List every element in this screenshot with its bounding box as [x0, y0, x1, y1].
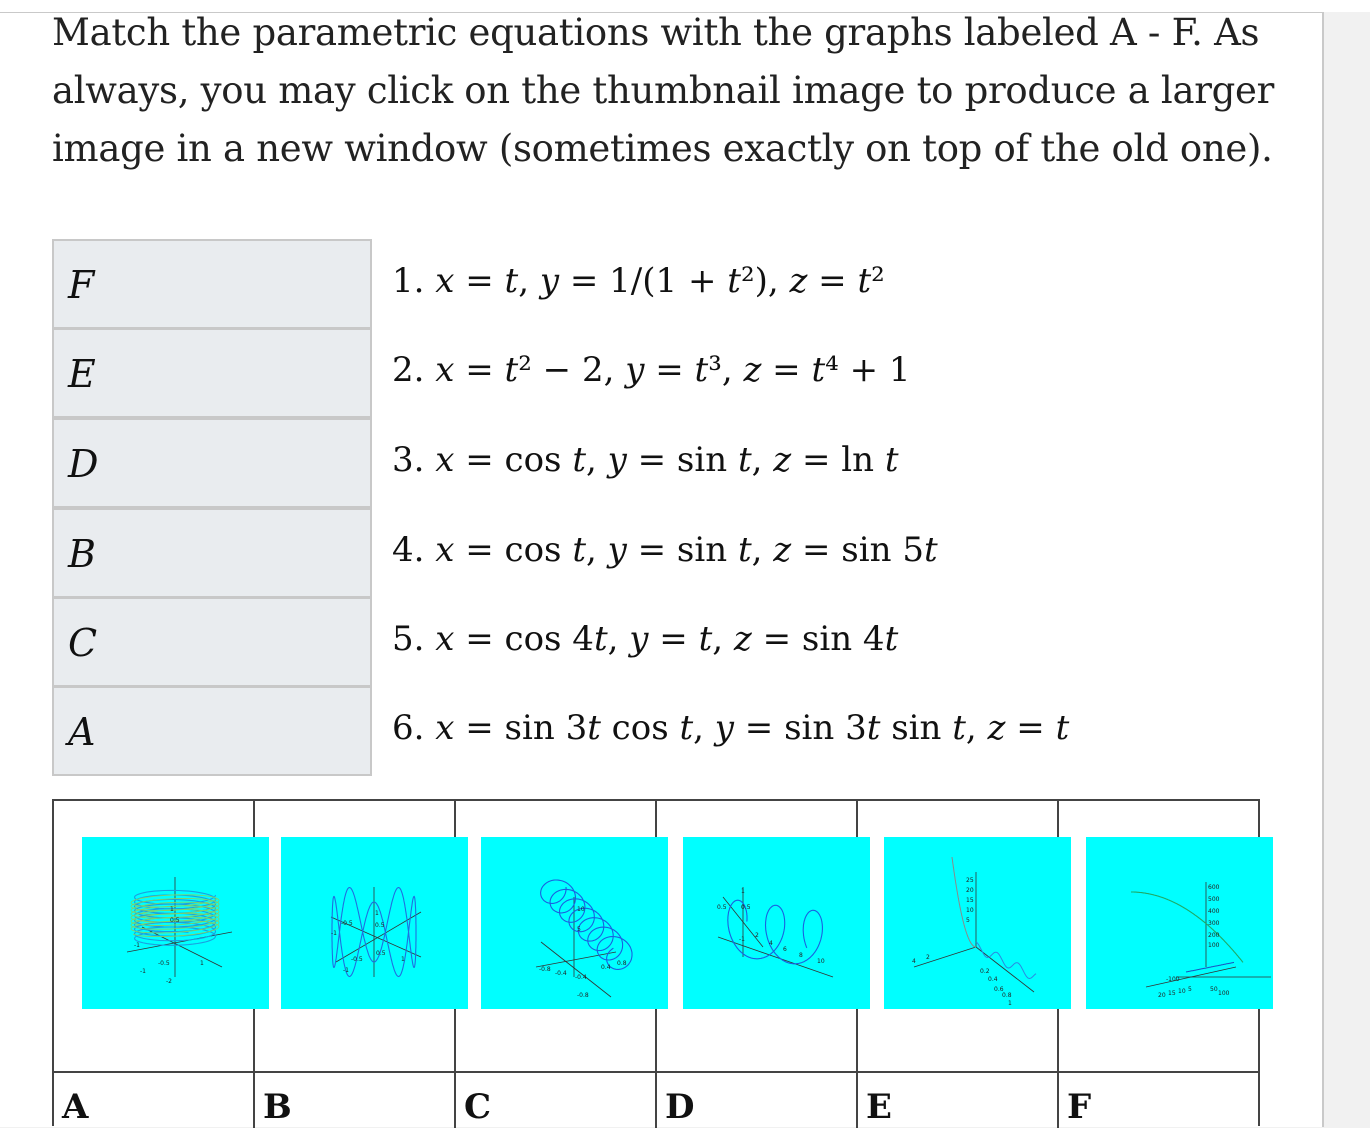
- equation-part: = sin: [626, 440, 738, 480]
- equation-part: t: [572, 440, 586, 480]
- tick-label: 600: [1208, 884, 1220, 891]
- equation-part: = sin 3: [454, 708, 588, 748]
- curve-path: [1131, 892, 1243, 962]
- graph-plot: [884, 837, 1071, 1009]
- tick-label: 200: [1208, 932, 1220, 939]
- equation-part: t: [952, 708, 966, 748]
- tick-label: 0.5: [741, 904, 751, 911]
- equation-part: t: [698, 619, 713, 659]
- equation-part: z: [743, 350, 762, 390]
- tick-label: 1: [741, 888, 745, 895]
- tick-label: 5: [577, 926, 581, 933]
- equation-part: t: [884, 619, 899, 659]
- graph-column-b: [255, 801, 456, 1128]
- graph-plot: [1086, 837, 1273, 1009]
- tick-label: -2: [166, 978, 172, 985]
- graph-label: C: [464, 1087, 492, 1127]
- equation-part: t: [884, 440, 899, 480]
- graph-thumbnail-d[interactable]: [683, 837, 870, 1009]
- equation-part: ,: [751, 530, 774, 570]
- equation-part: t: [737, 440, 752, 480]
- equation-part: ²),: [740, 261, 790, 301]
- equation-part: ,: [693, 708, 715, 748]
- tick-label: -0.4: [575, 974, 587, 981]
- question-prompt: Match the parametric equations with the graphs labeled A - F. As always, you may click on the thumbnail image to produce a larger image in a new window (sometimes exactly on top of the old one).: [52, 11, 1274, 170]
- equation-part: z: [733, 619, 752, 659]
- curve-path: [1186, 962, 1234, 972]
- graph-plot: [481, 837, 668, 1009]
- tick-label: -1: [739, 936, 745, 943]
- tick-label: 1: [170, 906, 174, 913]
- tick-label: 2: [926, 954, 930, 961]
- graph-column-d: [657, 801, 858, 1128]
- tick-label: -1: [140, 968, 146, 975]
- tick-label: 15: [1168, 990, 1176, 997]
- answer-select[interactable]: [52, 328, 372, 418]
- match-row: [52, 597, 1052, 685]
- graph-thumbnail-b[interactable]: [281, 837, 468, 1009]
- equation-part: x: [435, 261, 455, 301]
- tick-label: 1: [401, 956, 405, 963]
- tick-label: -0.5: [351, 956, 363, 963]
- graph-plot: [281, 837, 468, 1009]
- match-row: [52, 328, 1052, 416]
- equation-part: x: [435, 440, 455, 480]
- equation-part: t: [857, 261, 872, 301]
- equation-part: t: [866, 708, 881, 748]
- equation-part: x: [435, 708, 455, 748]
- tick-label: -1: [331, 930, 337, 937]
- equation-part: =: [648, 619, 699, 659]
- equation-part: t: [727, 261, 741, 301]
- answer-select-value: F: [68, 263, 95, 307]
- tick-label: 10: [577, 906, 585, 913]
- equation-part: =: [1005, 708, 1056, 748]
- label-cell: [54, 1071, 253, 1073]
- equation-number: 1.: [392, 261, 436, 301]
- equation-part: ,: [585, 440, 608, 480]
- equation-part: ² − 2,: [518, 350, 626, 390]
- tick-label: 20: [966, 887, 974, 894]
- tick-label: -0.5: [158, 960, 170, 967]
- tick-label: 100: [1218, 990, 1230, 997]
- tick-label: -0.8: [539, 966, 551, 973]
- graph-label: A: [62, 1087, 89, 1127]
- equation-part: x: [435, 530, 455, 570]
- answer-select-value: E: [68, 352, 96, 396]
- tick-label: 10: [966, 907, 974, 914]
- equation-part: ³,: [708, 350, 744, 390]
- answer-select[interactable]: [52, 508, 372, 598]
- equation-number: 4.: [392, 530, 436, 570]
- graph-label: B: [263, 1087, 292, 1127]
- tick-label: 0.8: [617, 960, 627, 967]
- equation-part: y: [607, 530, 627, 570]
- label-cell: [657, 1071, 856, 1073]
- tick-label: -1: [343, 967, 349, 974]
- axis-line: [127, 932, 232, 952]
- tick-label: 20: [1158, 992, 1166, 999]
- graph-label: F: [1067, 1087, 1092, 1127]
- tick-label: 5: [1188, 986, 1192, 993]
- tick-label: -0.4: [555, 970, 567, 977]
- equation-part: = sin 5: [791, 530, 924, 570]
- answer-select-value: B: [68, 532, 96, 576]
- equation-part: z: [789, 261, 808, 301]
- equation-number: 5.: [392, 619, 436, 659]
- tick-label: 1: [375, 910, 379, 917]
- match-row: [52, 686, 1070, 774]
- axis-line: [914, 947, 976, 967]
- equation-part: = 1/(1 +: [559, 261, 728, 301]
- label-cell: [456, 1071, 655, 1073]
- equation-part: t: [1055, 708, 1070, 748]
- match-row: [52, 508, 1052, 596]
- tick-label: 0.6: [994, 986, 1004, 993]
- graph-thumbnail-c[interactable]: [481, 837, 668, 1009]
- label-cell: [255, 1071, 454, 1073]
- equation-number: 6.: [392, 708, 436, 748]
- tick-label: 0.8: [1002, 992, 1012, 999]
- tick-label: 500: [1208, 896, 1220, 903]
- equation-part: t: [504, 261, 519, 301]
- equation-text: [392, 261, 885, 301]
- tick-label: 0.5: [170, 917, 180, 924]
- tick-label: 4: [912, 958, 916, 965]
- tick-label: 6: [783, 946, 787, 953]
- answer-select-value: A: [68, 710, 96, 754]
- answer-select[interactable]: [52, 418, 372, 508]
- graph-label: D: [665, 1087, 695, 1127]
- tick-label: 300: [1208, 920, 1220, 927]
- tick-label: 0.5: [375, 922, 385, 929]
- equation-part: = sin: [626, 530, 738, 570]
- equation-part: = sin 3: [733, 708, 867, 748]
- graph-column-f: [1059, 801, 1260, 1128]
- curve-path: [541, 880, 632, 969]
- answer-select[interactable]: [52, 239, 372, 329]
- tick-label: -1: [134, 942, 140, 949]
- graph-thumbnail-e[interactable]: [884, 837, 1071, 1009]
- graph-plot: [82, 837, 269, 1009]
- graph-column-e: [858, 801, 1059, 1128]
- graph-thumbnail-a[interactable]: [82, 837, 269, 1009]
- axis-line: [718, 937, 833, 977]
- equation-part: ,: [607, 619, 630, 659]
- equation-part: ²: [871, 261, 885, 301]
- graph-label: E: [866, 1087, 892, 1127]
- equation-part: t: [679, 708, 694, 748]
- graph-column-a: [54, 801, 255, 1128]
- tick-label: 0.4: [601, 964, 611, 971]
- equation-part: z: [773, 530, 792, 570]
- equation-part: t: [694, 350, 709, 390]
- tick-label: 400: [1208, 908, 1220, 915]
- tick-label: 15: [966, 897, 974, 904]
- equation-part: = cos: [454, 530, 573, 570]
- tick-label: 2: [755, 932, 759, 939]
- tick-label: 25: [966, 877, 974, 884]
- tick-label: 0.5: [717, 904, 727, 911]
- equation-part: = ln: [791, 440, 885, 480]
- equation-part: ,: [751, 440, 774, 480]
- equation-number: 3.: [392, 440, 436, 480]
- equation-text: [392, 440, 899, 480]
- equation-part: ,: [585, 530, 608, 570]
- equation-part: y: [539, 261, 560, 301]
- equation-part: t: [593, 619, 608, 659]
- tick-label: 1: [200, 960, 204, 967]
- graph-column-c: [456, 801, 657, 1128]
- graph-thumbnail-f[interactable]: [1086, 837, 1273, 1009]
- answer-select[interactable]: [52, 597, 372, 687]
- equation-part: y: [625, 350, 645, 390]
- equation-part: sin: [880, 708, 953, 748]
- label-cell: [1059, 1071, 1260, 1073]
- graph-plot: [683, 837, 870, 1009]
- label-cell: [858, 1071, 1057, 1073]
- tick-label: 50: [1210, 986, 1218, 993]
- tick-label: 100: [1208, 942, 1220, 949]
- equation-part: z: [987, 708, 1006, 748]
- equation-part: =: [761, 350, 812, 390]
- tick-label: 10: [817, 958, 825, 965]
- equation-part: t: [737, 530, 752, 570]
- equation-part: ,: [712, 619, 734, 659]
- tick-label: -0.8: [577, 992, 589, 999]
- answer-select-value: C: [68, 621, 98, 665]
- equation-part: y: [629, 619, 649, 659]
- match-row: [52, 418, 1052, 506]
- equation-text: [392, 708, 1069, 748]
- equation-part: =: [644, 350, 695, 390]
- match-row: [52, 239, 1052, 327]
- equation-part: ,: [518, 261, 540, 301]
- equation-part: =: [454, 350, 505, 390]
- tick-label: 1: [1008, 1000, 1012, 1007]
- tick-label: -0.5: [341, 920, 353, 927]
- tick-label: 5: [966, 917, 970, 924]
- equation-text: [392, 350, 911, 390]
- equation-part: =: [454, 261, 505, 301]
- tick-label: 8: [799, 952, 803, 959]
- tick-label: 4: [769, 940, 773, 947]
- tick-label: 0.2: [980, 968, 990, 975]
- equation-part: t: [923, 530, 938, 570]
- equation-part: ⁴ + 1: [825, 350, 911, 390]
- equation-part: y: [714, 708, 734, 748]
- equation-part: =: [807, 261, 858, 301]
- equation-part: cos: [600, 708, 680, 748]
- answer-select[interactable]: [52, 686, 372, 776]
- tick-label: 0.5: [376, 950, 386, 957]
- equation-part: x: [435, 350, 455, 390]
- equation-part: t: [572, 530, 586, 570]
- equation-part: t: [587, 708, 601, 748]
- tick-label: 0.4: [988, 976, 998, 983]
- equation-part: ,: [965, 708, 988, 748]
- equation-part: z: [773, 440, 792, 480]
- equation-part: = sin 4: [751, 619, 885, 659]
- equation-part: = cos: [454, 440, 573, 480]
- equation-text: [392, 530, 938, 570]
- tick-label: -100: [1166, 976, 1180, 983]
- tick-label: 10: [1178, 988, 1186, 995]
- graphs-table: [52, 799, 1260, 1126]
- equation-part: t: [504, 350, 519, 390]
- equation-part: x: [435, 619, 455, 659]
- answer-select-value: D: [68, 442, 99, 486]
- equation-number: 2.: [392, 350, 436, 390]
- equation-part: y: [607, 440, 627, 480]
- equation-part: t: [811, 350, 826, 390]
- equation-part: = cos 4: [454, 619, 594, 659]
- equation-text: [392, 619, 898, 659]
